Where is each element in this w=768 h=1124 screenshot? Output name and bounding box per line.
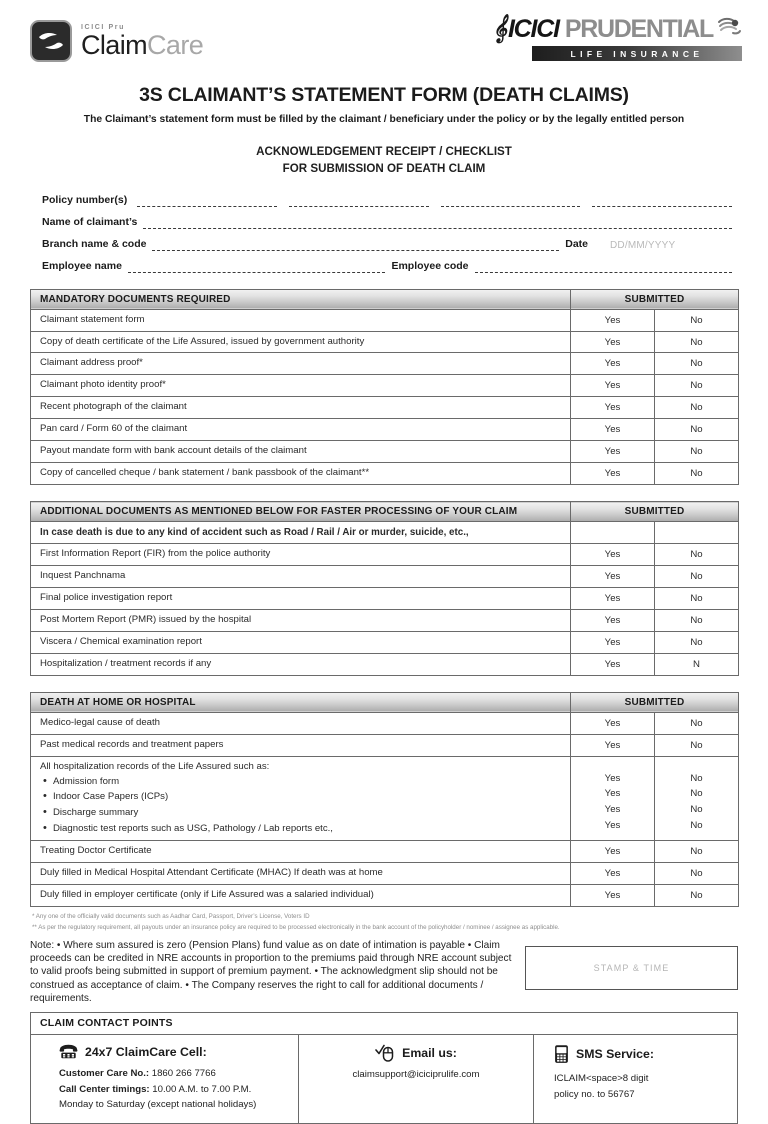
claimant-name-label: Name of claimant’s	[42, 215, 138, 228]
list-item: • Admission form	[40, 774, 563, 790]
document-label: Hospitalization / treatment records if any	[31, 654, 571, 676]
date-placeholder: DD/MM/YYYY	[610, 239, 676, 251]
no-option[interactable]: No	[655, 566, 739, 588]
branch-name-code-input[interactable]	[152, 240, 559, 251]
death-location-header: DEATH AT HOME OR HOSPITAL	[31, 692, 571, 712]
table-row	[31, 397, 739, 419]
employee-code-label: Employee code	[391, 259, 469, 272]
claim-contact-points-header: CLAIM CONTACT POINTS	[31, 1013, 737, 1035]
claimcare-logo	[30, 20, 203, 62]
table-row	[31, 566, 739, 588]
contact-column-claimcare-cell	[31, 1035, 299, 1123]
footnote-single-asterisk: * Any one of the officially valid documents such as Aadhar Card, Passport, Driver’s License, Voters ID	[32, 913, 310, 921]
table-row	[31, 712, 739, 734]
prudential-face-icon	[716, 15, 742, 44]
yes-option[interactable]: Yes	[571, 309, 655, 331]
table-row	[31, 419, 739, 441]
acknowledgement-line-2: FOR SUBMISSION OF DEATH CLAIM	[282, 161, 486, 175]
icici-wordmark: ICICI	[507, 15, 559, 43]
no-option[interactable]: No	[655, 419, 739, 441]
claimcare-cell-title: 24x7 ClaimCare Cell:	[85, 1044, 207, 1059]
footnote-double-asterisk: ** As per the regulatory requirement, all payouts under an insurance policy are required to be processed electronically in the bank account of the policyholder / nominee / assignee as applicable.	[32, 923, 560, 931]
no-option[interactable]: No	[655, 610, 739, 632]
life-insurance-tagline: LIFE INSURANCE	[532, 46, 742, 61]
claimcare-pru-label: ICICI Pru	[81, 23, 125, 31]
mobile-phone-icon	[554, 1044, 569, 1064]
document-label: Claimant photo identity proof*	[31, 375, 571, 397]
claim-contact-points	[30, 1012, 738, 1124]
yes-option[interactable]: Yes	[571, 654, 655, 676]
no-option[interactable]: No	[655, 309, 739, 331]
mandatory-documents-table	[30, 289, 739, 486]
no-option[interactable]: No	[655, 375, 739, 397]
no-option[interactable]: No	[655, 397, 739, 419]
no-option[interactable]: No	[690, 772, 703, 784]
branch-date-row	[42, 238, 738, 251]
policy-number-label: Policy number(s)	[42, 193, 128, 206]
call-center-timings-label: Call Center timings:	[59, 1083, 150, 1095]
sms-service-title: SMS Service:	[576, 1047, 654, 1062]
document-label: Claimant address proof*	[31, 353, 571, 375]
document-label: Claimant statement form	[31, 309, 571, 331]
note-text: Note: • Where sum assured is zero (Pension Plans) fund value as on date of intimation is payable • Claim proceeds can be credited in NRE accounts in proportion to the premiums paid through NRE account subject to valid proofs being submitted in support of premium payment. • The acknowledgment slip should not be construed as acceptance of claim. • The Company reserves the right to call for additional documents / requirements.	[30, 939, 512, 1004]
no-option[interactable]: No	[655, 885, 739, 907]
table-row	[31, 885, 739, 907]
list-item: • Diagnostic test reports such as USG, Pathology / Lab reports etc.,	[40, 821, 563, 837]
yes-option[interactable]: Yes	[571, 353, 655, 375]
document-label: Medico-legal cause of death	[31, 712, 571, 734]
additional-documents-table	[30, 501, 739, 676]
date-label: Date	[565, 237, 588, 250]
policy-number-row	[42, 194, 738, 207]
telephone-icon	[59, 1044, 78, 1059]
sms-instruction-line-1: ICLAIM<space>8 digit	[554, 1073, 649, 1085]
contact-column-email	[299, 1035, 534, 1123]
call-center-days: Monday to Saturday (except national holidays)	[59, 1099, 257, 1111]
table-row	[31, 632, 739, 654]
no-option[interactable]: No	[655, 734, 739, 756]
stamp-and-time-label: STAMP & TIME	[593, 962, 670, 973]
table-row	[31, 841, 739, 863]
document-label: Treating Doctor Certificate	[31, 841, 571, 863]
form-title: 3S CLAIMANT’S STATEMENT FORM (DEATH CLAIMS)	[139, 84, 629, 106]
yes-option[interactable]: Yes	[571, 885, 655, 907]
call-center-timings-value: 10.00 A.M. to 7.00 P.M.	[152, 1083, 252, 1095]
table-row	[31, 331, 739, 353]
hospitalization-records-cell	[31, 756, 571, 840]
yes-option[interactable]: Yes	[571, 632, 655, 654]
policy-number-input-3[interactable]	[441, 196, 581, 207]
document-label: Viscera / Chemical examination report	[31, 632, 571, 654]
yes-option-group[interactable]	[571, 756, 655, 840]
claim-form-page	[0, 14, 768, 1111]
no-option[interactable]: No	[690, 819, 703, 831]
customer-care-line	[59, 1066, 288, 1082]
table-row	[31, 375, 739, 397]
submitted-header: SUBMITTED	[571, 502, 739, 522]
yes-option[interactable]: Yes	[571, 441, 655, 463]
table-row	[31, 441, 739, 463]
list-item: • Discharge summary	[40, 805, 563, 821]
no-option[interactable]: No	[655, 441, 739, 463]
table-row	[31, 353, 739, 375]
yes-option[interactable]: Yes	[604, 819, 621, 831]
yes-option[interactable]: Yes	[571, 863, 655, 885]
submitted-header: SUBMITTED	[571, 289, 739, 309]
yes-option[interactable]: Yes	[571, 712, 655, 734]
no-option[interactable]: No	[655, 588, 739, 610]
claimant-name-row	[42, 216, 738, 229]
table-row	[31, 309, 739, 331]
no-option[interactable]: No	[655, 712, 739, 734]
yes-option[interactable]: Yes	[604, 788, 621, 800]
table-header-row	[31, 289, 739, 309]
note-and-stamp-row	[30, 939, 738, 1006]
document-label: Duly filled in employer certificate (only if Life Assured was a salaried individual)	[31, 885, 571, 907]
email-address[interactable]: claimsupport@iciciprulife.com	[352, 1069, 480, 1081]
yes-option[interactable]: Yes	[571, 734, 655, 756]
yes-option[interactable]: Yes	[571, 397, 655, 419]
no-option[interactable]: N	[655, 654, 739, 676]
no-option[interactable]: No	[655, 863, 739, 885]
section-subheading: In case death is due to any kind of accident such as Road / Rail / Air or murder, suicide, etc.,	[31, 522, 571, 544]
table-row	[31, 544, 739, 566]
icici-i-mark-icon: 𝄞	[492, 14, 507, 42]
submitted-header: SUBMITTED	[571, 692, 739, 712]
form-fields	[42, 194, 738, 273]
table-row	[31, 734, 739, 756]
form-subtitle: The Claimant’s statement form must be filled by the claimant / beneficiary under the policy or by the legally entitled person	[83, 114, 685, 125]
table-row	[31, 863, 739, 885]
yes-option[interactable]: Yes	[571, 610, 655, 632]
document-label: Pan card / Form 60 of the claimant	[31, 419, 571, 441]
table-header-row	[31, 502, 739, 522]
no-option-group[interactable]	[655, 756, 739, 840]
yes-option[interactable]: Yes	[571, 375, 655, 397]
acknowledgement-line-1: ACKNOWLEDGEMENT RECEIPT / CHECKLIST	[256, 145, 512, 158]
email-title: Email us:	[402, 1046, 457, 1061]
document-label: Duly filled in Medical Hospital Attendant Certificate (MHAC) If death was at home	[31, 863, 571, 885]
no-option[interactable]: No	[655, 841, 739, 863]
mouse-check-icon	[375, 1044, 395, 1062]
no-option	[655, 522, 739, 544]
no-option[interactable]: No	[655, 331, 739, 353]
logo-row	[30, 14, 742, 76]
yes-option[interactable]: Yes	[571, 331, 655, 353]
no-option[interactable]: No	[655, 544, 739, 566]
yes-option[interactable]: Yes	[571, 841, 655, 863]
list-item: • Indoor Case Papers (ICPs)	[40, 789, 563, 805]
document-label: Recent photograph of the claimant	[31, 397, 571, 419]
prudential-wordmark: PRUDENTIAL	[564, 15, 713, 43]
document-label: Copy of cancelled cheque / bank statement / bank passbook of the claimant**	[31, 463, 571, 485]
stamp-and-time-box[interactable]	[525, 946, 738, 990]
customer-care-number: 1860 266 7766	[151, 1068, 216, 1080]
footnotes	[32, 912, 738, 934]
no-option[interactable]: No	[655, 632, 739, 654]
acknowledgement-heading	[0, 144, 768, 178]
sms-instruction-line-2: policy no. to 56767	[554, 1088, 635, 1100]
icici-prudential-logo	[482, 16, 742, 61]
table-header-row	[31, 692, 739, 712]
table-row	[31, 522, 739, 544]
policy-number-input-1[interactable]	[137, 196, 277, 207]
document-label: Payout mandate form with bank account details of the claimant	[31, 441, 571, 463]
claimcare-name-care: Care	[147, 29, 204, 60]
claimcare-hands-icon	[30, 20, 72, 62]
yes-option[interactable]: Yes	[571, 588, 655, 610]
no-option[interactable]: No	[690, 804, 703, 816]
yes-option[interactable]: Yes	[571, 419, 655, 441]
no-option[interactable]: No	[655, 353, 739, 375]
document-label: First Information Report (FIR) from the police authority	[31, 544, 571, 566]
document-label: Post Mortem Report (PMR) issued by the hospital	[31, 610, 571, 632]
table-row	[31, 610, 739, 632]
no-option[interactable]: No	[690, 788, 703, 800]
death-at-home-or-hospital-table	[30, 692, 739, 907]
contact-column-sms	[534, 1035, 737, 1123]
yes-option[interactable]: Yes	[571, 463, 655, 485]
additional-documents-header: ADDITIONAL DOCUMENTS AS MENTIONED BELOW FOR FASTER PROCESSING OF YOUR CLAIM	[31, 502, 571, 522]
document-label: Final police investigation report	[31, 588, 571, 610]
table-row	[31, 588, 739, 610]
table-row	[31, 654, 739, 676]
yes-option[interactable]: Yes	[571, 566, 655, 588]
document-label: Past medical records and treatment papers	[31, 734, 571, 756]
document-label: Copy of death certificate of the Life Assured, issued by government authority	[31, 331, 571, 353]
policy-number-input-2[interactable]	[289, 196, 429, 207]
yes-option	[571, 522, 655, 544]
claimant-name-input[interactable]	[143, 218, 732, 229]
table-row-hospitalization	[31, 756, 739, 840]
employee-name-input[interactable]	[128, 262, 386, 273]
branch-name-code-label: Branch name & code	[42, 237, 147, 250]
customer-care-label: Customer Care No.:	[59, 1068, 150, 1080]
employee-name-label: Employee name	[42, 259, 122, 272]
hospitalization-records-label: All hospitalization records of the Life Assured such as:	[40, 760, 270, 772]
document-label: Inquest Panchnama	[31, 566, 571, 588]
policy-number-input-4[interactable]	[592, 196, 732, 207]
yes-option[interactable]: Yes	[571, 544, 655, 566]
call-center-timings-line	[59, 1082, 288, 1098]
employee-row	[42, 260, 738, 273]
no-option[interactable]: No	[655, 463, 739, 485]
mandatory-documents-header: MANDATORY DOCUMENTS REQUIRED	[31, 289, 571, 309]
claimcare-name-claim: Claim	[81, 29, 148, 60]
yes-option[interactable]: Yes	[604, 772, 621, 784]
employee-code-input[interactable]	[475, 262, 733, 273]
yes-option[interactable]: Yes	[604, 804, 621, 816]
table-row	[31, 463, 739, 485]
hospitalization-bullet-list	[40, 774, 563, 837]
